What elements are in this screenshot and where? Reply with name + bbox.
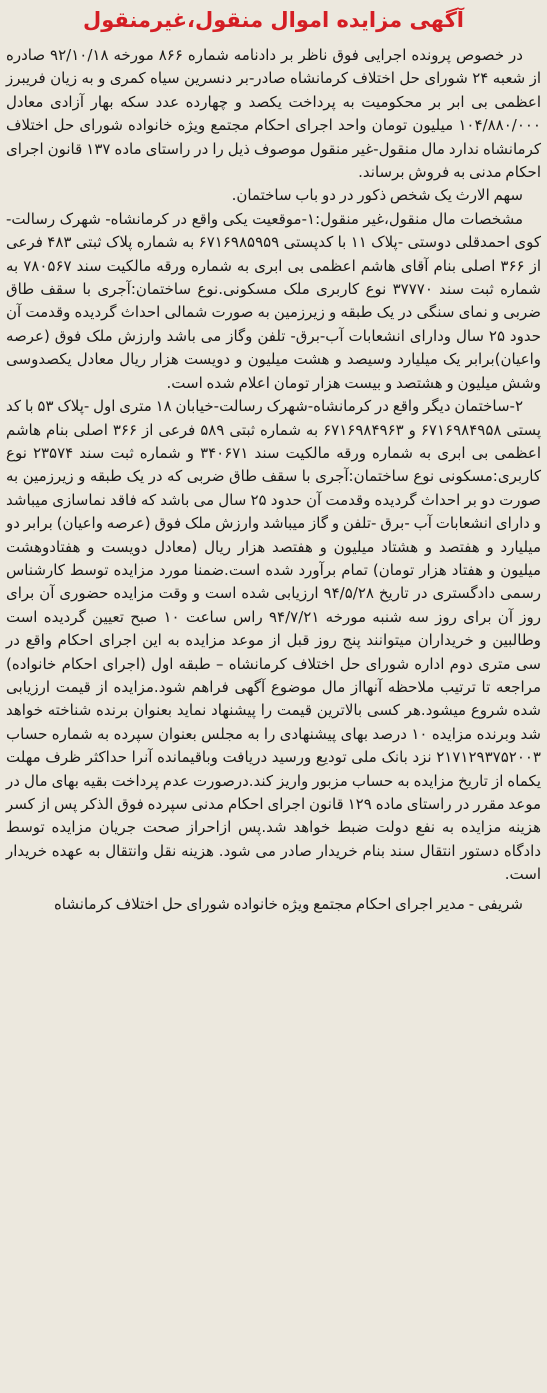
paragraph-case: در خصوص پرونده اجرایی فوق ناظر بر دادنامه شماره ۸۶۶ مورخه ۹۲/۱۰/۱۸ صادره از شعبه ۲۴ شورای حل اختلاف کرمانشاه صادر-بر دنسرین سیاه کمری و به زیان فریبرز اعظمی بی ابر بر محکومیت به پرداخت یکصد و چهارده عدد سکه بهار آزادی معادل ۱۰۴/۸۸۰/۰۰۰ میلیون تومان واحد اجرای احکام مجتمع ویژه خانواده شورای حل اختلاف کرمانشاه ندارد مال منقول-غیر منقول موصوف ذیل را در راستای ماده ۱۳۷ قانون اجرای احکام مدنی به فروش برساند. <box>6 46 541 182</box>
paragraph-property-1: مشخصات مال منقول،غیر منقول:۱-موقعیت یکی واقع در کرمانشاه- شهرک رسالت- کوی احمدقلی دوستی -پلاک ۱۱ با کدپستی ۶۷۱۶۹۸۵۹۵۹ به شماره پلاک ثبتی ۴۸۳ فرعی از ۳۶۶ اصلی بنام آقای هاشم اعظمی بی ابری به شماره ورقه مالکیت سند ۷۸۰۵۶۷ به شماره ثبت سند ۳۷۷۷۰ نوع کاربری ملک مسکونی.نوع ساختمان:آجری با سقف طاق ضربی و نمای سنگی در یک طبقه و زیرزمین به صورت شمالی احداث گردیده وقدمت آن حدود ۲۵ سال ودارای انشعابات آب-برق- تلفن وگاز می باشد وارزش ملک فوق (عرصه واعیان)برابر یک میلیارد وسیصد و هشت میلیون و دویست هزار ریال معادل یکصدوسی وشش میلیون و هشتصد و بیست هزار تومان اعلام شده است. <box>6 209 541 392</box>
paragraph-property-2: ۲-ساختمان دیگر واقع در کرمانشاه-شهرک رسالت-خیابان ۱۸ متری اول -پلاک ۵۳ با کد پستی ۶۷۱۶۹۸۴۹۵۸ و ۶۷۱۶۹۸۴۹۶۳ به شماره ثبتی ۵۸۹ فرعی از ۳۶۶ اصلی بنام هاشم اعظمی بی ابری به شماره ورقه مالکیت سند ۳۴۰۶۷۱ و شماره ثبت سند ۲۳۵۷۴ نوع کاربری:مسکونی نوع ساختمان:آجری با سقف طاق ضربی که در یک طبقه و زیرزمین به صورت دو بر احداث گردیده وقدمت آن حدود ۲۵ سال می باشد که فاقد نماسازی میباشد و دارای انشعابات آب -برق -تلفن و گاز میباشد وارزش ملک فوق (عرصه واعیان) برابر دو میلیارد و هفتصد و هشتاد میلیون و هفتصد هزار ریال (معادل دویست و هفتادوهشت میلیون و هفتاد هزار تومان) تمام برآورد شده است.ضمنا مورد مزایده توسط کارشناس رسمی دادگستری در تاریخ ۹۴/۵/۲۸ ارزیابی شده است و وقت مزایده حضوری آن برای روز آن برای روز سه شنبه مورخه ۹۴/۷/۲۱ راس ساعت ۱۰ صبح تعیین گردیده است وطالبین و خریداران میتوانند پنج روز قبل از موعد مزایده به این اجرای احکام واقع در سی متری دوم اداره شورای حل اختلاف کرمانشاه – طبقه اول (اجرای احکام خانواده) مراجعه تا ترتیب ملاحظه آنهااز مال موضوع آگهی فراهم شود.مزایده از قیمت ارزیابی شده شروع میشود.هر کسی بالاترین قیمت را پیشنهاد نماید بعنوان برنده شناخته خواهد شد وبرنده مزایده ۱۰ درصد بهای پیشنهادی را به مجلس بعنوان سپرده به شماره حساب ۲۱۷۱۲۹۳۷۵۲۰۰۳ نزد بانک ملی تودیع ورسید دریافت وباقیمانده آنرا حداکثر ظرف مهلت یکماه از تاریخ مزایده به حساب مزبور واریز کند.درصورت عدم پرداخت بقیه بهای مال در موعد مقرر در راستای ماده ۱۲۹ قانون اجرای احکام مدنی سپرده فوق الذکر پس از کسر هزینه مزایده به نفع دولت ضبط خواهد شد.پس ازاحراز صحت جریان مزایده توسط دادگاه دستور انتقال سند بنام خریدار صادر می شود. هزینه نقل وانتقال به عهده خریدار است. <box>6 397 542 884</box>
title-bar <box>6 6 541 34</box>
notice-body <box>6 44 541 916</box>
closing-signature: شریفی - مدیر اجرای احکام مجتمع ویژه خانواده شورای حل اختلاف کرمانشاه <box>53 894 523 913</box>
paragraph-share: سهم الارث یک شخص ذکور در دو باب ساختمان. <box>231 186 523 205</box>
notice-title: آگهی مزایده اموال منقول،غیرمنقول <box>82 8 465 32</box>
